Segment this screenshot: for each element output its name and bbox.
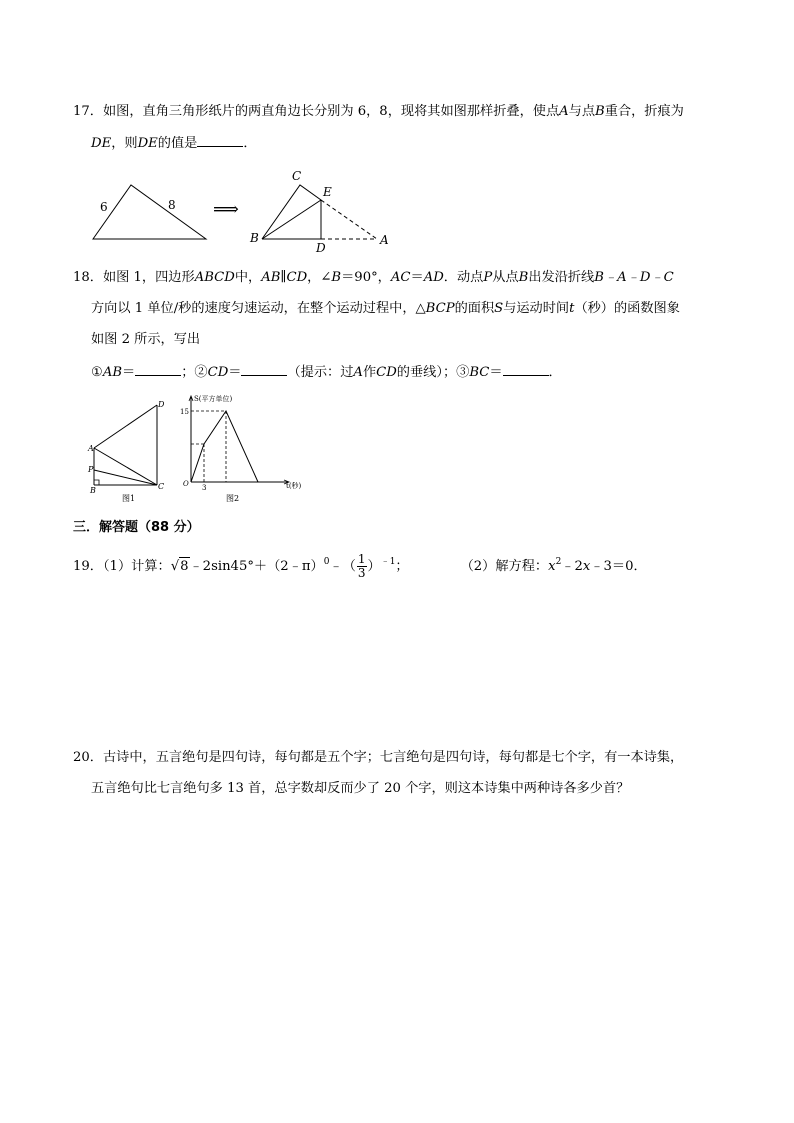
q17-line-2: DE，则DE的值是 ．	[91, 136, 257, 151]
q17-arrow: ⟹	[213, 199, 239, 220]
q18-answer-cd[interactable]	[241, 363, 287, 376]
q18-figure-1	[85, 396, 175, 506]
q18-fig2-ylabel: S(平方单位)	[194, 395, 233, 403]
q18-fig1-AC	[94, 448, 157, 485]
sqrt-sign: √	[170, 559, 180, 574]
q18-fig1-label-D: D	[158, 400, 165, 409]
q18-fig2-xlabel: t(秒)	[286, 482, 302, 490]
q19-line: 19．（1）计算：√8﹣2sin45°＋（2﹣π）$^0$﹣（ $\frac{1}{3}$ ）$^{﹣1}$； （2）解方程：$x^2﹣2x﹣3=0$．	[73, 552, 647, 580]
q18-fig1-PC	[94, 470, 157, 485]
fraction-one-third: $\frac{1}{3}$	[357, 552, 366, 580]
q18-fig2-graph	[191, 411, 258, 482]
q18-answer-ab[interactable]	[135, 363, 181, 376]
q18-fig2-origin: O	[183, 480, 189, 488]
q18-fig1-label-B: B	[90, 486, 96, 495]
q18-line-3: 如图 2 所示，写出	[91, 332, 201, 347]
q18-fig1-AD	[94, 405, 157, 448]
q17-line-1: 17．如图，直角三角形纸片的两直角边长分别为 6，8，现将其如图那样折叠，使点A与点B重合，折痕为	[73, 104, 684, 119]
q20-line-1: 20．古诗中，五言绝句是四句诗，每句都是五个字；七言绝句是四句诗，每句都是七个字，有一本诗集，	[73, 750, 684, 765]
q17-label-C: C	[292, 169, 302, 183]
q17-line-BE	[262, 200, 321, 239]
q17-answer-blank[interactable]	[197, 134, 243, 147]
q18-figure-2	[180, 392, 320, 502]
q17-label-6: 6	[100, 200, 108, 214]
q17-label-8: 8	[168, 198, 176, 212]
q17-label-A: A	[380, 233, 389, 247]
q18-fig2-x3: 3	[202, 484, 207, 492]
q18-answer-bc[interactable]	[503, 363, 549, 376]
q18-fig2-y15: 15	[180, 408, 189, 416]
q18-line-2: 方向以 1 单位/秒的速度匀速运动，在整个运动过程中，△BCP的面积S与运动时间t（秒）的函数图象	[91, 301, 680, 316]
q17-dashed-EA	[321, 200, 377, 239]
q17-label-D: D	[316, 241, 326, 255]
q17-figure	[85, 168, 485, 255]
q18-fig1-caption: 图1	[122, 494, 136, 503]
section-3-heading: 三．解答题（88 分）	[73, 520, 200, 535]
q17-folded-outline	[262, 185, 321, 239]
q18-fig2-caption: 图2	[226, 494, 240, 503]
q17-label-B: B	[250, 231, 259, 245]
q17-label-E: E	[323, 185, 332, 199]
q17-original-triangle	[93, 185, 206, 239]
q18-fig1-label-A: A	[88, 444, 94, 453]
q18-fig1-label-P: P	[88, 465, 94, 474]
q18-fig1-right-angle	[94, 480, 99, 485]
q20-line-2: 五言绝句比七言绝句多 13 首，总字数却反而少了 20 个字，则这本诗集中两种诗各多少首？	[91, 781, 630, 796]
q18-line-4: ①AB＝ ；②CD＝ （提示：过A作CD的垂线）；③BC＝ ．	[91, 365, 562, 380]
q18-fig1-label-C: C	[158, 482, 165, 491]
q18-line-1: 18．如图 1，四边形ABCD中，AB∥CD，∠B＝90°，AC＝AD．动点P从点B出发沿折线B﹣A﹣D﹣C	[73, 270, 674, 285]
